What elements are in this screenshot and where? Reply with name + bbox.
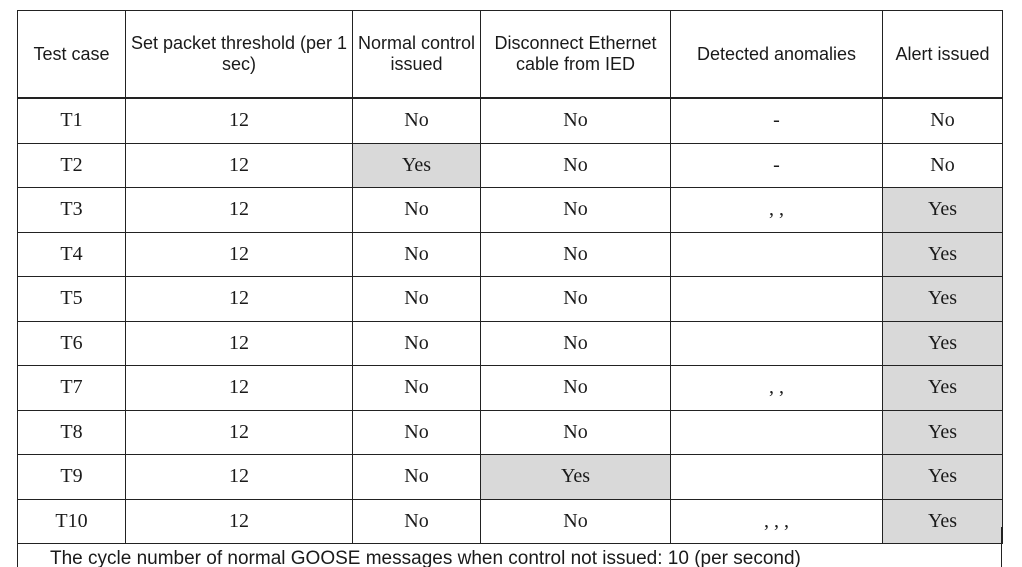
cell-disconnect-cable: No: [481, 188, 671, 233]
cell-disconnect-cable: No: [481, 366, 671, 411]
cell-test-case: T3: [18, 188, 126, 233]
cell-alert-issued: Yes: [883, 188, 1003, 233]
table-row: [18, 232, 1003, 277]
cell-detected-anomalies: [671, 232, 883, 277]
cell-detected-anomalies: , ,: [671, 366, 883, 411]
cell-test-case: T5: [18, 277, 126, 322]
results-table: [17, 10, 1003, 544]
header-alert-issued: Alert issued: [883, 11, 1003, 99]
cell-test-case: T7: [18, 366, 126, 411]
cell-disconnect-cable: Yes: [481, 455, 671, 500]
cell-alert-issued: Yes: [883, 232, 1003, 277]
cell-normal-control: No: [353, 98, 481, 143]
cell-detected-anomalies: [671, 321, 883, 366]
cell-alert-issued: Yes: [883, 321, 1003, 366]
cell-normal-control: No: [353, 188, 481, 233]
cell-alert-issued: No: [883, 143, 1003, 188]
cell-normal-control: No: [353, 277, 481, 322]
cell-detected-anomalies: , ,: [671, 188, 883, 233]
table-row: [18, 366, 1003, 411]
header-test-case: Test case: [18, 11, 126, 99]
cell-disconnect-cable: No: [481, 98, 671, 143]
cell-test-case: T10: [18, 499, 126, 544]
cell-normal-control: No: [353, 232, 481, 277]
table-header-row: [18, 11, 1003, 99]
cell-disconnect-cable: No: [481, 143, 671, 188]
cell-packet-threshold: 12: [126, 98, 353, 143]
cell-test-case: T4: [18, 232, 126, 277]
cell-alert-issued: Yes: [883, 366, 1003, 411]
table-footnote: The cycle number of normal GOOSE messages when control not issued: 10 (per second): [17, 527, 1002, 567]
cell-disconnect-cable: No: [481, 499, 671, 544]
cell-packet-threshold: 12: [126, 321, 353, 366]
cell-alert-issued: Yes: [883, 410, 1003, 455]
cell-detected-anomalies: [671, 410, 883, 455]
header-disconnect-cable: Disconnect Ethernet cable from IED: [481, 11, 671, 99]
table-row: [18, 98, 1003, 143]
cell-detected-anomalies: -: [671, 143, 883, 188]
cell-normal-control: No: [353, 366, 481, 411]
cell-packet-threshold: 12: [126, 499, 353, 544]
cell-packet-threshold: 12: [126, 188, 353, 233]
cell-detected-anomalies: [671, 277, 883, 322]
cell-test-case: T1: [18, 98, 126, 143]
cell-alert-issued: Yes: [883, 499, 1003, 544]
cell-disconnect-cable: No: [481, 410, 671, 455]
table-row: [18, 143, 1003, 188]
cell-packet-threshold: 12: [126, 232, 353, 277]
table-row: [18, 410, 1003, 455]
cell-packet-threshold: 12: [126, 366, 353, 411]
cell-test-case: T8: [18, 410, 126, 455]
table-row: [18, 277, 1003, 322]
table-row: [18, 455, 1003, 500]
cell-test-case: T2: [18, 143, 126, 188]
cell-normal-control: No: [353, 499, 481, 544]
cell-detected-anomalies: -: [671, 98, 883, 143]
cell-disconnect-cable: No: [481, 321, 671, 366]
cell-normal-control: No: [353, 410, 481, 455]
cell-disconnect-cable: No: [481, 277, 671, 322]
header-normal-control: Normal control issued: [353, 11, 481, 99]
cell-alert-issued: Yes: [883, 455, 1003, 500]
table-row: [18, 188, 1003, 233]
cell-packet-threshold: 12: [126, 143, 353, 188]
header-packet-threshold: Set packet threshold (per 1 sec): [126, 11, 353, 99]
table-row: [18, 321, 1003, 366]
cell-packet-threshold: 12: [126, 277, 353, 322]
header-detected-anomalies: Detected anomalies: [671, 11, 883, 99]
cell-detected-anomalies: [671, 455, 883, 500]
cell-normal-control: Yes: [353, 143, 481, 188]
cell-alert-issued: No: [883, 98, 1003, 143]
cell-alert-issued: Yes: [883, 277, 1003, 322]
cell-detected-anomalies: , , ,: [671, 499, 883, 544]
cell-normal-control: No: [353, 321, 481, 366]
cell-disconnect-cable: No: [481, 232, 671, 277]
cell-normal-control: No: [353, 455, 481, 500]
cell-packet-threshold: 12: [126, 455, 353, 500]
cell-test-case: T6: [18, 321, 126, 366]
cell-test-case: T9: [18, 455, 126, 500]
cell-packet-threshold: 12: [126, 410, 353, 455]
table-body: [18, 98, 1003, 544]
